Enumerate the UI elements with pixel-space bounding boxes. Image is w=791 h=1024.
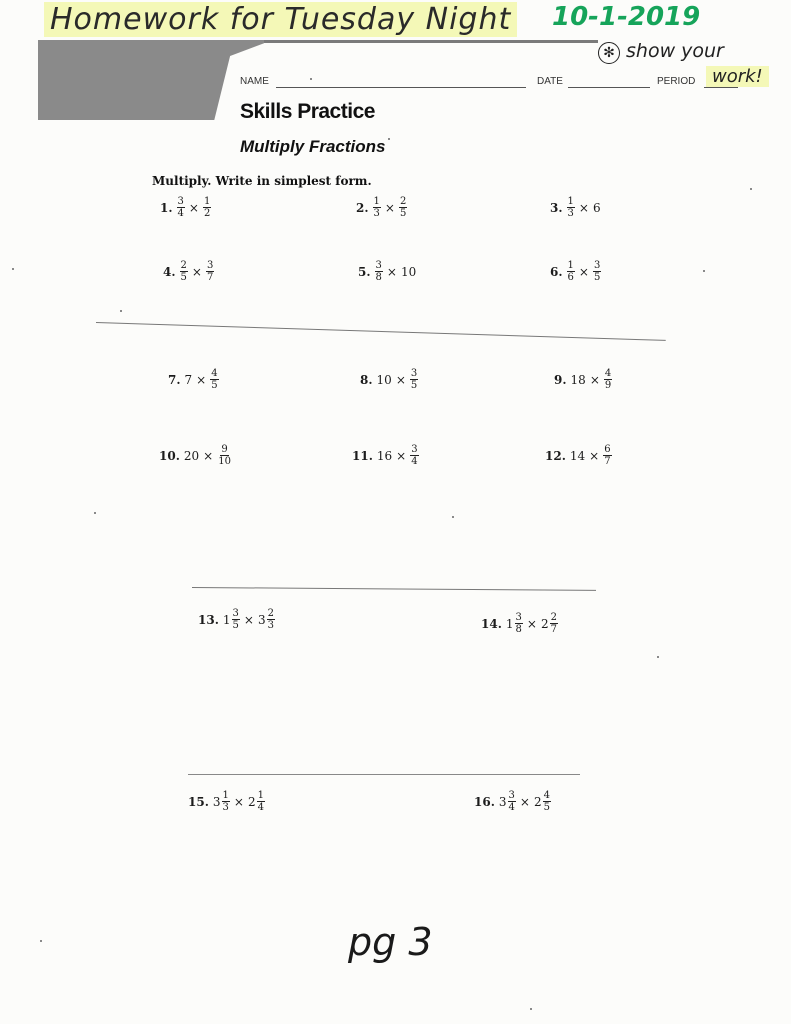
operator: ×	[526, 616, 537, 631]
period-label: PERIOD	[657, 76, 696, 87]
whole-number: 3	[257, 612, 266, 627]
scan-speck	[94, 512, 96, 514]
whole-number: 3	[498, 794, 507, 809]
problem-15	[188, 790, 265, 813]
fraction: $\frac{9}{10}$	[218, 444, 231, 467]
fraction: $\frac{1}{3}$	[222, 790, 229, 813]
name-field-line[interactable]	[276, 87, 526, 88]
problem-13	[198, 608, 275, 631]
problem-number: 9.	[554, 372, 567, 387]
problem-number: 5.	[358, 264, 371, 279]
operator: ×	[243, 612, 254, 627]
problem-number: 14.	[481, 616, 502, 631]
fraction: $\frac{2}{5}$	[399, 196, 407, 219]
whole-number: 7	[184, 372, 193, 387]
whole-number: 18	[570, 372, 586, 387]
fraction: $\frac{3}{5}$	[410, 368, 418, 391]
problem-number: 11.	[352, 448, 373, 463]
show-work-note	[598, 40, 724, 64]
operator: ×	[589, 372, 600, 387]
scan-speck	[310, 78, 312, 80]
fraction: $\frac{3}{4}$	[508, 790, 515, 813]
fraction: $\frac{6}{7}$	[604, 444, 611, 467]
star-circle-icon: ✻	[598, 42, 620, 64]
operator: ×	[519, 794, 530, 809]
problem-number: 2.	[356, 200, 369, 215]
scan-speck	[657, 656, 659, 658]
scan-speck	[452, 516, 454, 518]
fraction: $\frac{4}{5}$	[543, 790, 550, 813]
whole-number: 2	[247, 794, 256, 809]
name-label: NAME	[240, 76, 269, 87]
fraction: $\frac{1}{6}$	[567, 260, 574, 283]
problem-3	[550, 196, 601, 219]
separator-line	[188, 774, 580, 775]
problem-10	[159, 444, 232, 467]
problem-number: 3.	[550, 200, 563, 215]
problem-9	[554, 368, 612, 391]
worksheet-instructions: Multiply. Write in simplest form.	[152, 174, 372, 188]
fraction: $\frac{4}{9}$	[604, 368, 612, 391]
whole-number: 20	[183, 448, 200, 463]
handwritten-page-label: pg 3	[348, 920, 433, 964]
operator: ×	[396, 448, 407, 463]
fraction: $\frac{2}{5}$	[180, 260, 187, 283]
operator: ×	[233, 794, 244, 809]
operator: ×	[395, 372, 406, 387]
whole-number: 1	[222, 612, 231, 627]
header-gray-block	[38, 40, 264, 120]
problem-number: 13.	[198, 612, 219, 627]
whole-number: 10	[376, 372, 392, 387]
date-field-line[interactable]	[568, 87, 650, 88]
operator: ×	[578, 200, 589, 215]
separator-line	[96, 322, 666, 341]
problem-12	[545, 444, 612, 467]
fraction: $\frac{2}{3}$	[267, 608, 274, 631]
whole-number: 16	[376, 448, 393, 463]
scan-speck	[530, 1008, 532, 1010]
problem-number: 10.	[159, 448, 180, 463]
separator-line	[192, 587, 596, 591]
problem-4	[163, 260, 214, 283]
fraction: $\frac{2}{7}$	[550, 612, 557, 635]
date-label: DATE	[537, 76, 563, 87]
show-work-note-line2: work!	[706, 66, 769, 87]
problem-5	[358, 260, 416, 283]
worksheet-subtitle: Multiply Fractions	[240, 137, 386, 156]
fraction: $\frac{3}{4}$	[411, 444, 418, 467]
problem-number: 8.	[360, 372, 373, 387]
problem-number: 4.	[163, 264, 176, 279]
show-work-note-line1: show your	[626, 40, 724, 62]
operator: ×	[578, 264, 589, 279]
whole-number: 2	[540, 616, 549, 631]
whole-number: 10	[400, 264, 417, 279]
problem-6	[550, 260, 601, 283]
scan-speck	[12, 268, 14, 270]
problem-number: 6.	[550, 264, 563, 279]
whole-number: 1	[505, 616, 514, 631]
scan-speck	[750, 188, 752, 190]
whole-number: 14	[569, 448, 586, 463]
problem-7	[168, 368, 219, 391]
scan-speck	[120, 310, 122, 312]
fraction: $\frac{1}{2}$	[203, 196, 211, 219]
operator: ×	[386, 264, 397, 279]
fraction: $\frac{4}{5}$	[211, 368, 218, 391]
fraction: $\frac{3}{8}$	[515, 612, 522, 635]
problem-1	[160, 196, 211, 219]
fraction: $\frac{1}{3}$	[567, 196, 574, 219]
whole-number: 3	[212, 794, 221, 809]
fraction: $\frac{1}{4}$	[257, 790, 264, 813]
problem-8	[360, 368, 418, 391]
problem-number: 16.	[474, 794, 495, 809]
fraction: $\frac{3}{7}$	[206, 260, 214, 283]
period-field-line[interactable]	[704, 87, 738, 88]
fraction: $\frac{3}{5}$	[232, 608, 239, 631]
problem-11	[352, 444, 419, 467]
handwritten-homework-header: Homework for Tuesday Night	[44, 2, 517, 37]
operator: ×	[203, 448, 214, 463]
fraction: $\frac{3}{5}$	[593, 260, 601, 283]
fraction: $\frac{3}{8}$	[375, 260, 382, 283]
problem-2	[356, 196, 407, 219]
problem-number: 7.	[168, 372, 181, 387]
scan-speck	[40, 940, 42, 942]
handwritten-date: 10-1-2019	[552, 2, 701, 32]
problem-number: 15.	[188, 794, 209, 809]
operator: ×	[188, 200, 199, 215]
problem-14	[481, 612, 558, 635]
fraction: $\frac{1}{3}$	[373, 196, 380, 219]
operator: ×	[589, 448, 600, 463]
whole-number: 6	[592, 200, 601, 215]
worksheet-title: Skills Practice	[240, 100, 375, 123]
problem-number: 1.	[160, 200, 173, 215]
scan-speck	[703, 270, 705, 272]
fraction: $\frac{3}{4}$	[177, 196, 184, 219]
problem-16	[474, 790, 551, 813]
operator: ×	[191, 264, 202, 279]
problem-number: 12.	[545, 448, 566, 463]
operator: ×	[196, 372, 207, 387]
whole-number: 2	[533, 794, 542, 809]
scan-speck	[388, 138, 390, 140]
operator: ×	[384, 200, 395, 215]
